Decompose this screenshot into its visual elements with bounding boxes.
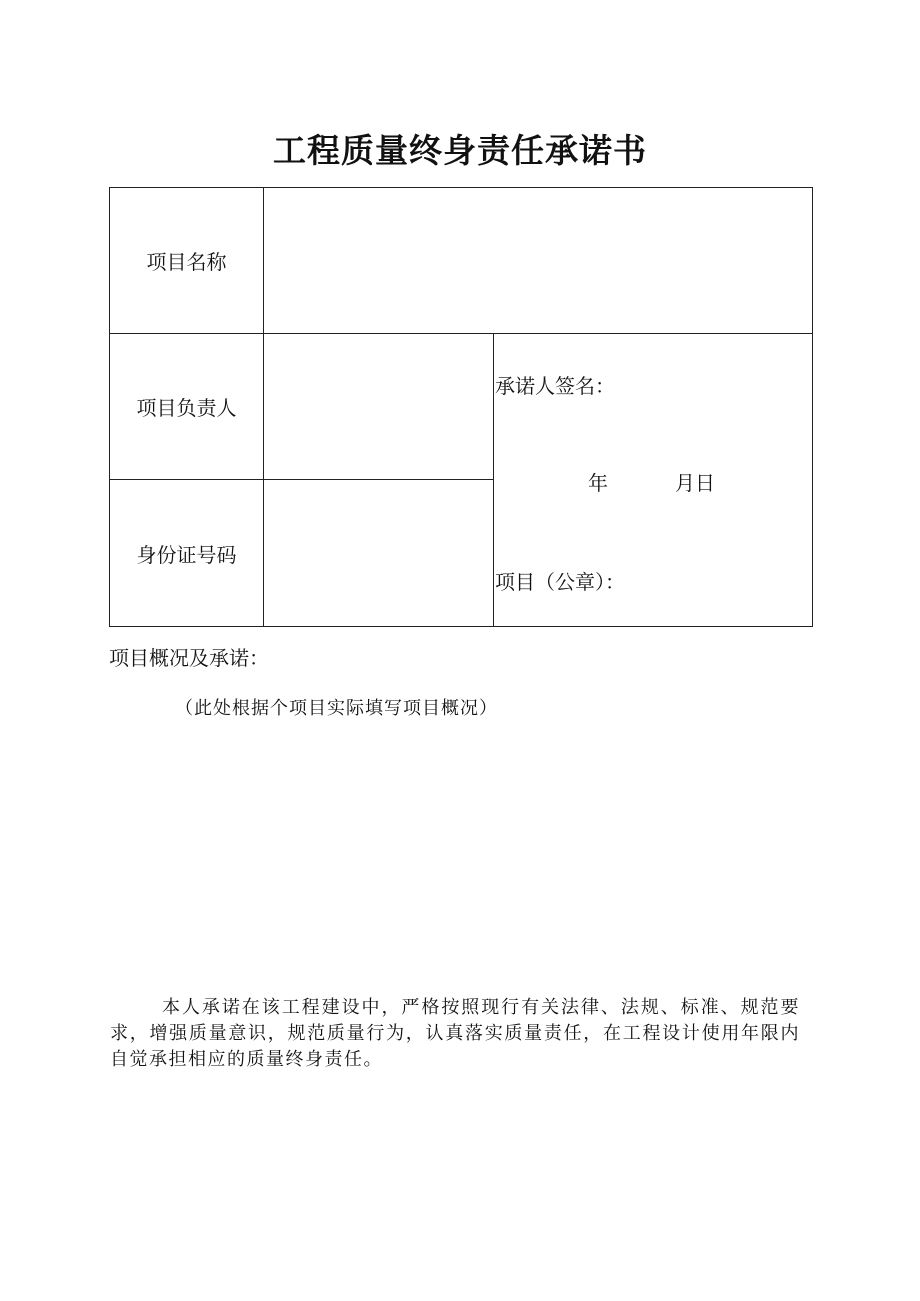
id-number-label: 身份证号码 bbox=[110, 480, 264, 627]
overview-hint: （此处根据个项目实际填写项目概况） bbox=[175, 698, 498, 719]
commitment-paragraph: 本人承诺在该工程建设中，严格按照现行有关法律、法规、标准、规范要求，增强质量意识，规范质量行为，认真落实质量责任，在工程设计使用年限内自觉承担相应的质量终身责任。 bbox=[110, 997, 800, 1070]
project-leader-label: 项目负责人 bbox=[110, 334, 264, 480]
date-year-label: 年 bbox=[588, 471, 608, 495]
seal-label: 项目（公章）： bbox=[495, 570, 625, 594]
id-number-field[interactable] bbox=[264, 480, 494, 627]
project-name-field[interactable] bbox=[264, 188, 813, 334]
date-month-day-label: 月日 bbox=[675, 471, 715, 495]
project-name-label: 项目名称 bbox=[110, 188, 264, 334]
project-leader-field[interactable] bbox=[264, 334, 494, 480]
commitment-form-table bbox=[109, 187, 813, 627]
document-title: 工程质量终身责任承诺书 bbox=[273, 131, 647, 170]
signature-seal-cell[interactable] bbox=[494, 334, 813, 627]
overview-heading: 项目概况及承诺： bbox=[109, 646, 269, 670]
signer-label: 承诺人签名： bbox=[495, 374, 615, 398]
